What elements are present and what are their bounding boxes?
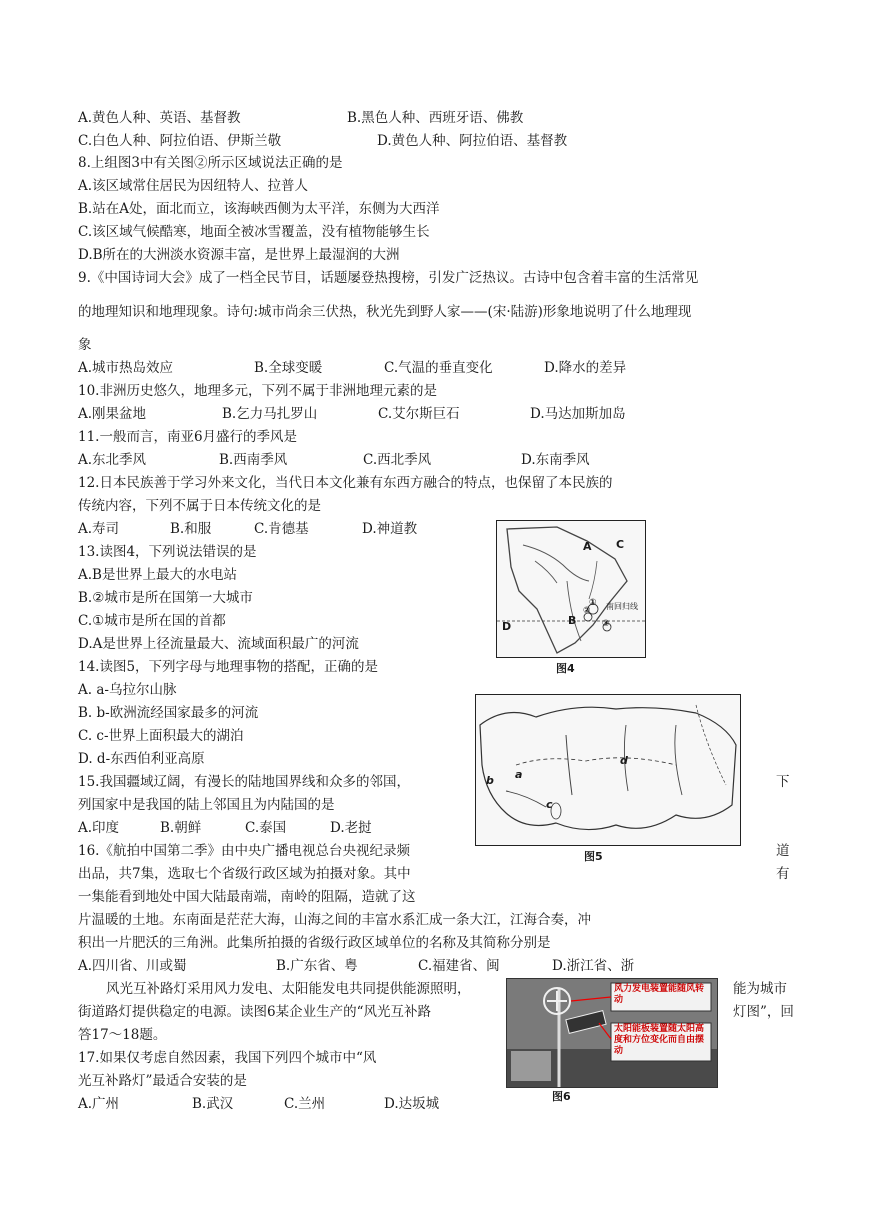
fig5-caption: 图5 [584,850,603,863]
q7-option-c: C.白色人种、阿拉伯语、伊斯兰敬 [78,133,282,149]
q17-option-a: A.广州 [78,1096,120,1112]
q13-stem: 13.读图4，下列说法错误的是 [78,544,257,560]
q10-option-c: C.艾尔斯巨石 [378,406,460,422]
q15-option-c: C.泰国 [245,820,287,836]
q14-option-b: B. b-欧洲流经国家最多的河流 [78,705,259,721]
q11-option-c: C.西北季风 [363,452,432,468]
q16-stem-line5: 积出一片肥沃的三角洲。此集所拍摄的省级行政区域单位的名称及其简称分别是 [78,935,551,951]
q13-option-c: C.①城市是所在国的首都 [78,613,226,629]
q9-stem-line3: 象 [78,337,92,353]
q12-option-d: D.神道教 [362,521,418,537]
q12-option-c: C.肯德基 [254,521,309,537]
q7-option-b: B.黑色人种、西班牙语、佛教 [347,110,524,126]
q7-option-d: D.黄色人种、阿拉伯语、基督教 [377,133,568,149]
q15-option-a: A.印度 [78,820,120,836]
q9-option-b: B.全球变暖 [254,360,323,376]
intro17-line1-end: 能为城市 [733,981,787,997]
q14-option-a: A. a-乌拉尔山脉 [78,682,177,698]
q14-option-d: D. d-东西伯利亚高原 [78,751,205,767]
fig4-label-d: D [502,620,512,633]
q16-option-a: A.四川省、川或蜀 [78,958,187,974]
q8-option-b: B.站在A处，面北而立，该海峡西侧为太平洋，东侧为大西洋 [78,201,440,217]
q11-option-d: D.东南季风 [521,452,590,468]
q9-option-a: A.城市热岛效应 [78,360,174,376]
q8-stem: 8.上组图3中有关图②所示区域说法正确的是 [78,155,343,171]
fig4-label-c: C [616,538,625,551]
fig6-note-wind: 风力发电装置能随风转动 [614,984,705,1005]
q15-stem-line1-end: 下 [776,774,790,790]
q10-option-b: B.乞力马扎罗山 [222,406,318,422]
q17-option-c: C.兰州 [284,1096,326,1112]
q12-option-b: B.和服 [170,521,212,537]
q8-option-d: D.B所在的大洲淡水资源丰富，是世界上最湿润的大洲 [78,247,400,263]
q8-option-a: A.该区域常住居民为因纽特人、拉普人 [78,178,309,194]
fig6-caption: 图6 [552,1090,571,1103]
q15-stem-line1: 15.我国疆域辽阔，有漫长的陆地国界线和众多的邻国， [78,774,410,790]
fig5-label-c: c [546,798,553,811]
q12-stem-line2: 传统内容，下列不属于日本传统文化的是 [78,498,321,514]
q16-stem-line2: 出品，共7集，选取七个省级行政区域为拍摄对象。其中 [78,866,411,882]
fig5-label-b: b [486,774,494,787]
q11-option-b: B.西南季风 [219,452,288,468]
q11-option-a: A.东北季风 [78,452,147,468]
fig4-caption: 图4 [556,662,575,675]
q7-option-a: A.黄色人种、英语、基督教 [78,110,241,126]
fig6-note-solar: 太阳能板装置随太阳高度和方位变化而自由摆动 [614,1024,705,1056]
q9-stem-line2: 的地理知识和地理现象。诗句:城市尚余三伏热，秋光先到野人家——(宋·陆游)形象地说明了什么地理现 [78,304,692,320]
q16-option-c: C.福建省、闽 [418,958,500,974]
q13-option-a: A.B是世界上最大的水电站 [78,567,237,583]
q17-option-d: D.达坂城 [384,1096,440,1112]
q13-option-d: D.A是世界上径流量最大、流域面积最广的河流 [78,636,359,652]
q15-stem-line2: 列国家中是我国的陆上邻国且为内陆国的是 [78,797,335,813]
q16-stem-line4: 片温暖的土地。东南面是茫茫大海，山海之间的丰富水系汇成一条大江，江海合奏，冲 [78,912,591,928]
q16-stem-line1-end: 道 [776,843,790,859]
q16-stem-line2-end: 有 [776,866,790,882]
q17-stem-line1: 17.如果仅考虑自然因素，我国下列四个城市中“风 [78,1050,377,1066]
q16-option-b: B.广东省、粤 [276,958,358,974]
fig4-tropic-label: 南回归线 [606,602,638,611]
fig4-label-b: B [568,614,577,627]
q11-stem: 11.一般而言，南亚6月盛行的季风是 [78,429,298,445]
q8-option-c: C.该区域气候酷寒，地面全被冰雪覆盖，没有植物能够生长 [78,224,430,240]
q15-option-b: B.朝鲜 [160,820,202,836]
q16-stem-line1: 16.《航拍中国第二季》由中央广播电视总台央视纪录频 [78,843,410,859]
q12-stem-line1: 12.日本民族善于学习外来文化，当代日本文化兼有东西方融合的特点，也保留了本民族的 [78,475,613,491]
intro17-line2: 街道路灯提供稳定的电源。读图6某企业生产的“风光互补路 [78,1004,431,1020]
q13-option-b: B.②城市是所在国第一大城市 [78,590,253,606]
intro17-line1: 风光互补路灯采用风力发电、太阳能发电共同提供能源照明， [106,981,471,997]
intro17-line2-end: 灯图”，回 [733,1004,794,1020]
q10-option-d: D.马达加斯加岛 [530,406,626,422]
q17-stem-line2: 光互补路灯”最适合安装的是 [78,1073,247,1089]
intro17-line3: 答17～18题。 [78,1027,167,1043]
fig4-label-3: ③ [602,619,610,629]
q16-option-d: D.浙江省、浙 [552,958,635,974]
q12-option-a: A.寿司 [78,521,120,537]
q17-option-b: B.武汉 [192,1096,234,1112]
fig4-label-a: A [583,540,592,553]
fig4-label-1: ① [589,598,597,608]
q15-option-d: D.老挝 [330,820,372,836]
q16-stem-line3: 一集能看到地处中国大陆最南端，南岭的阻隔，造就了这 [78,889,416,905]
q10-option-a: A.刚果盆地 [78,406,147,422]
q9-option-d: D.降水的差异 [544,360,627,376]
q9-stem-line1: 9.《中国诗词大会》成了一档全民节目，话题屡登热搜榜，引发广泛热议。古诗中包含着丰富的生活常见 [78,270,699,286]
fig4-label-2: ② [583,606,591,616]
fig5-label-d: d [620,754,628,767]
q14-stem: 14.读图5，下列字母与地理事物的搭配，正确的是 [78,659,379,675]
fig5-label-a: a [515,768,523,781]
q10-stem: 10.非洲历史悠久，地理多元，下列不属于非洲地理元素的是 [78,383,437,399]
q14-option-c: C. c-世界上面积最大的湖泊 [78,728,244,744]
q9-option-c: C.气温的垂直变化 [384,360,493,376]
